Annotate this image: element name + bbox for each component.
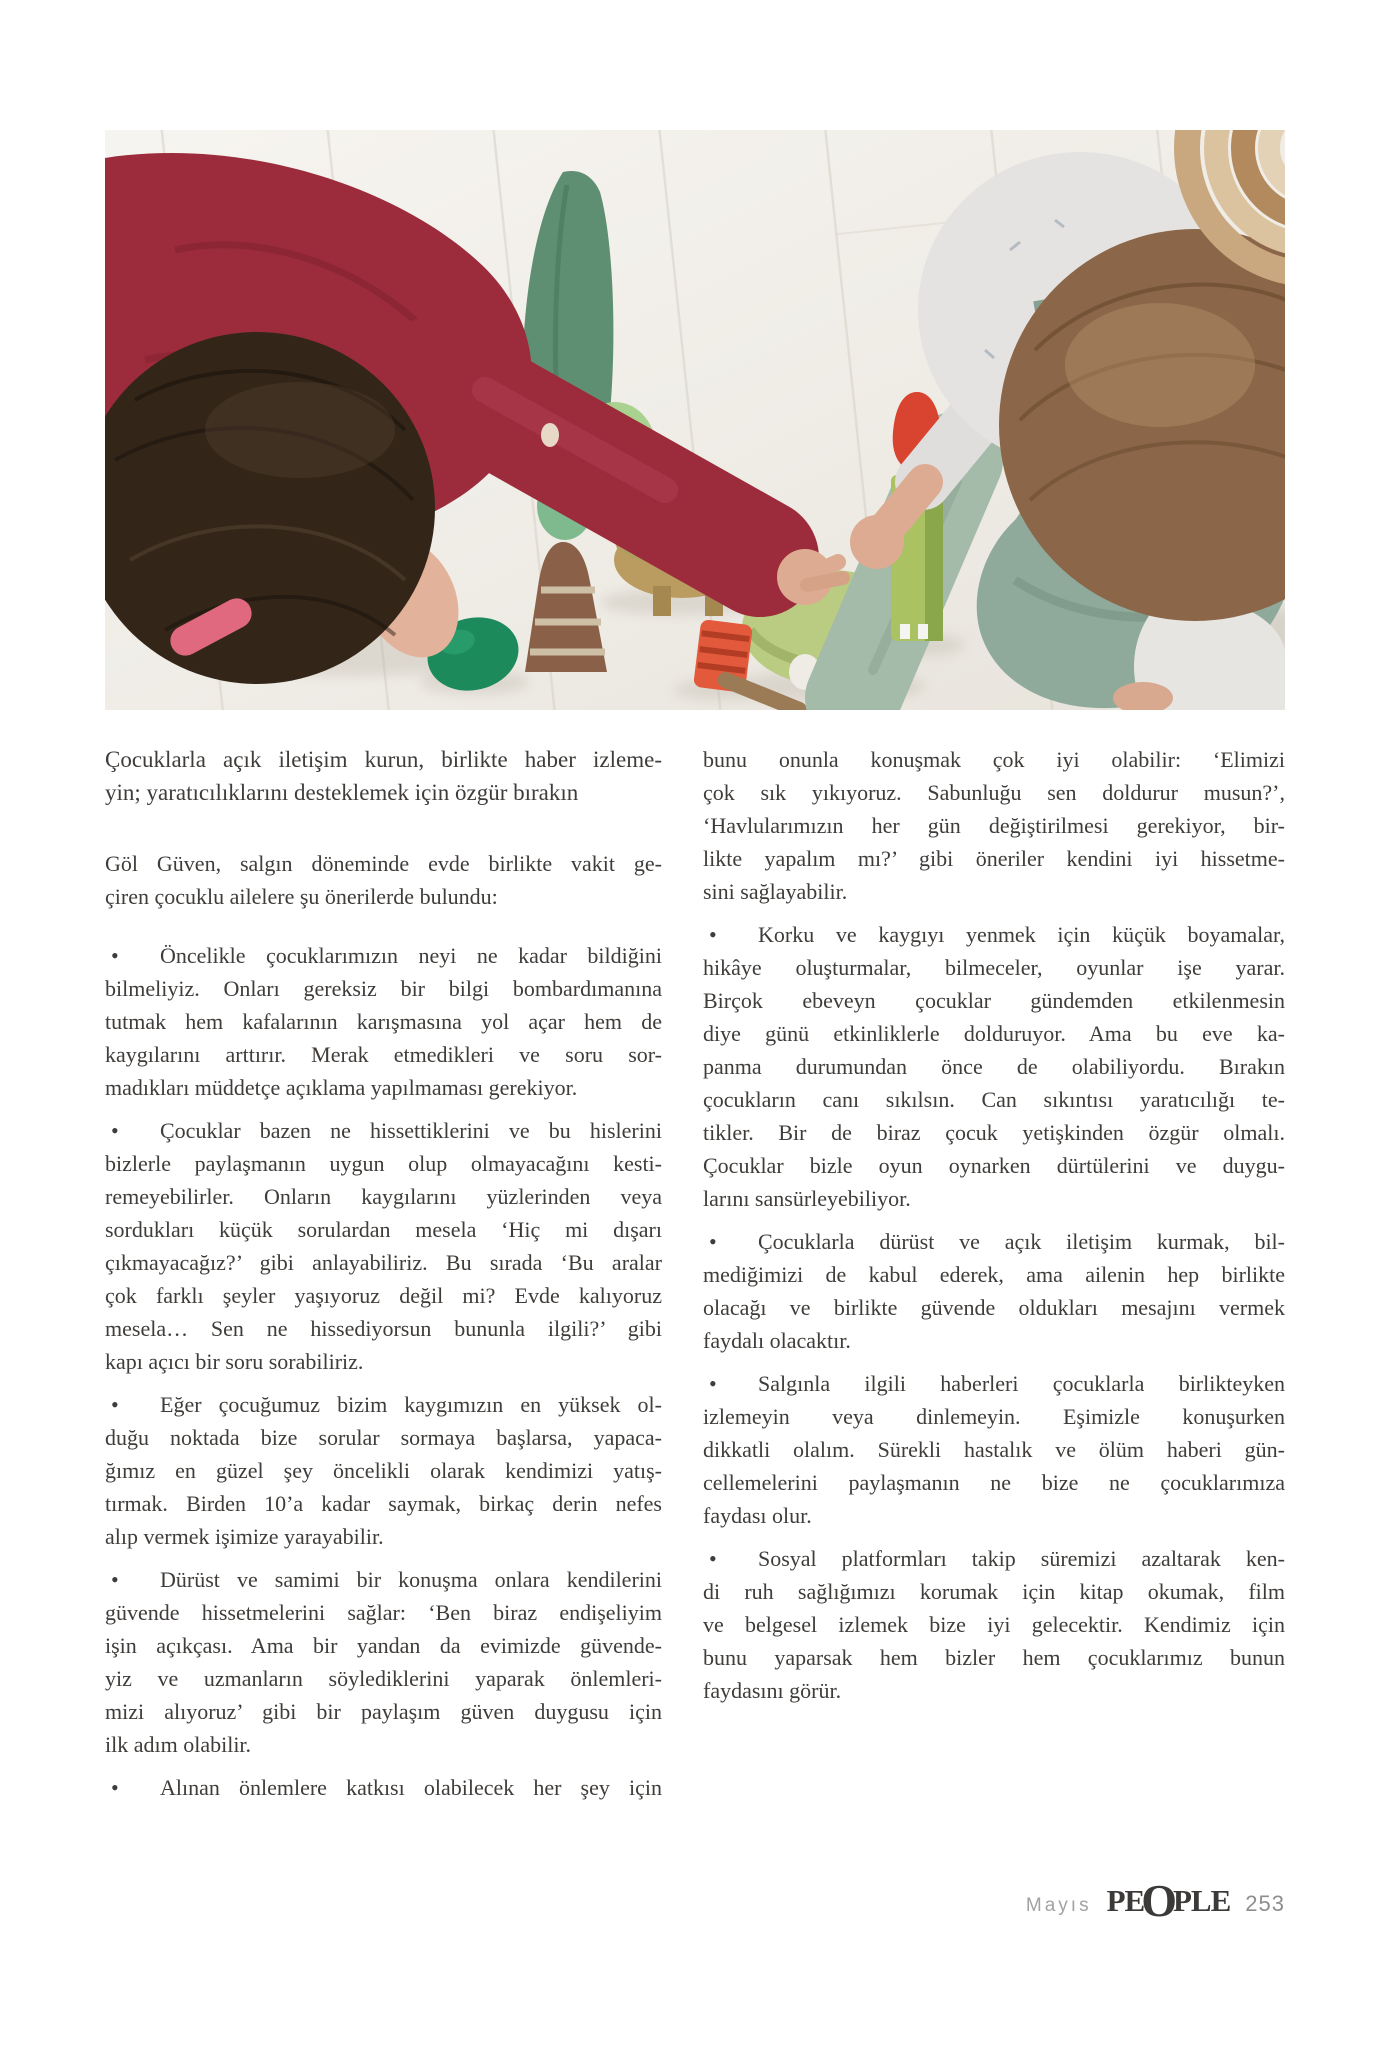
bullet-item [703,1225,1285,1357]
bullet-marker: • [111,1118,119,1143]
bullet-marker: • [111,1775,119,1800]
lead-paragraph: Göl Güven, salgın döneminde evde birlikte vakit ge- çiren çocuklu ailelere şu önerilerde bulundu: [105,851,662,909]
logo-part: PLE [1172,1883,1231,1918]
logo-part: PE [1106,1883,1145,1918]
magazine-logo [1107,1874,1231,1927]
bullet-marker: • [709,922,717,947]
bullet-marker: • [111,1392,119,1417]
standfirst: Çocuklarla açık iletişim kurun, birlikte haber izleme- yin; yaratıcılıklarını desteklemek için özgür bırakın [105,747,662,805]
continuation-paragraph: bunu onunla konuşmak çok iyi olabilir: ‘Elimizi çok sık yıkıyoruz. Sabunluğu sen doldurur musun?’, ‘Havlularımızın her gün değiştirilmesi gerekiyor, bir- likte yapalım mı?’ gibi öneriler kendini iyi hissetme- sini sağlayabilir. [703,747,1285,904]
bullet-marker: • [709,1371,717,1396]
bullet-item [703,1367,1285,1532]
article-photo [105,130,1285,710]
bullet-item [105,1563,662,1761]
bullet-text: Eğer çocuğumuz bizim kaygımızın en yüksek ol- duğu noktada bize sorular sormaya başlarsa, yapaca- ğımız en güzel şey öncelikli olarak kendimizi yatış- tırmak. Birden 10’a kadar saymak, birkaç derin nefes alıp vermek işimize yarayabilir. [105,1392,662,1549]
left-column [105,743,662,1804]
bullet-item [105,1114,662,1378]
bullet-marker: • [709,1229,717,1254]
bullet-item [703,1542,1285,1707]
bullet-text: Salgınla ilgili haberleri çocuklarla birlikteyken izlemeyin veya dinlemeyin. Eşimizle konuşurken dikkatli olalım. Sürekli hastalık ve ölüm haberi gün- cellemelerini paylaşmanın ne bize ne çocuklarımıza faydası olur. [703,1371,1285,1528]
logo-part: O [1141,1875,1176,1926]
page-footer [1026,1874,1285,1927]
bullet-item [105,1771,662,1804]
footer-page-number: 253 [1245,1891,1285,1916]
bullet-item [105,939,662,1104]
photo-illustration [105,130,1285,710]
bullet-marker: • [709,1546,717,1571]
bullet-text: Korku ve kaygıyı yenmek için küçük boyamalar, hikâye oluşturmalar, bilmeceler, oyunlar işe yarar. Birçok ebeveyn çocuklar gündemden etkilenmesin diye günü etkinliklerle dolduruyor. Ama bu eve ka- panma durumundan önce de olabiliyordu. Bırakın çocukların canı sıkılsın. Can sıkıntısı yaratıcılığı te- tikler. Bir de biraz çocuk yetişkinden özgür olmalı. Çocuklar bizle oyun oynarken dürtülerini ve duygu- larını sansürleyebiliyor. [703,922,1285,1211]
bullet-item [105,1388,662,1553]
footer-month: Mayıs [1025,1895,1092,1916]
bullet-text: Alınan önlemlere katkısı olabilecek her şey için [160,1775,662,1800]
bullet-text: Dürüst ve samimi bir konuşma onlara kendilerini güvende hissetmelerini sağlar: ‘Ben biraz endişeliyim işin açıkçası. Ama bir yandan da evimizde güvende- yiz ve uzmanların söylediklerini yaparak önlemleri- mizi alıyoruz’ gibi bir paylaşım güven duygusu için ilk adım olabilir. [105,1567,662,1757]
bullet-text: Çocuklarla dürüst ve açık iletişim kurmak, bil- mediğimizi de kabul ederek, ama ailenin hep birlikte olacağı ve birlikte güvende oldukları mesajını vermek faydalı olacaktır. [703,1229,1285,1353]
bullet-text: Çocuklar bazen ne hissettiklerini ve bu hislerini bizlerle paylaşmanın uygun olup olmayacağını kesti- remeyebilirler. Onların kaygılarını yüzlerinden veya sordukları küçük sorulardan mesela ‘Hiç mi dışarı çıkmayacağız?’ gibi anlayabiliriz. Bu sırada ‘Bu aralar çok farklı şeyler yaşıyoruz değil mi? Evde kalıyoruz mesela… Sen ne hissediyorsun bununla ilgili?’ gibi kapı açıcı bir soru sorabiliriz. [105,1118,662,1374]
bullet-text: Öncelikle çocuklarımızın neyi ne kadar bildiğini bilmeliyiz. Onları gereksiz bir bilgi bombardımanına tutmak hem kafalarının karışmasına yol açar hem de kaygılarını arttırır. Merak etmedikleri ve soru sor- madıkları müddetçe açıklama yapılmaması gerekiyor. [105,943,662,1100]
bullet-marker: • [111,1567,119,1592]
bullet-item [703,918,1285,1215]
right-column [703,743,1285,1707]
bullet-text: Sosyal platformları takip süremizi azaltarak ken- di ruh sağlığımızı korumak için kitap okumak, film ve belgesel izlemek bize iyi gelecektir. Kendimiz için bunu yaparsak hem bizler hem çocuklarımız bunun faydasını görür. [703,1546,1285,1703]
bullet-marker: • [111,943,119,968]
